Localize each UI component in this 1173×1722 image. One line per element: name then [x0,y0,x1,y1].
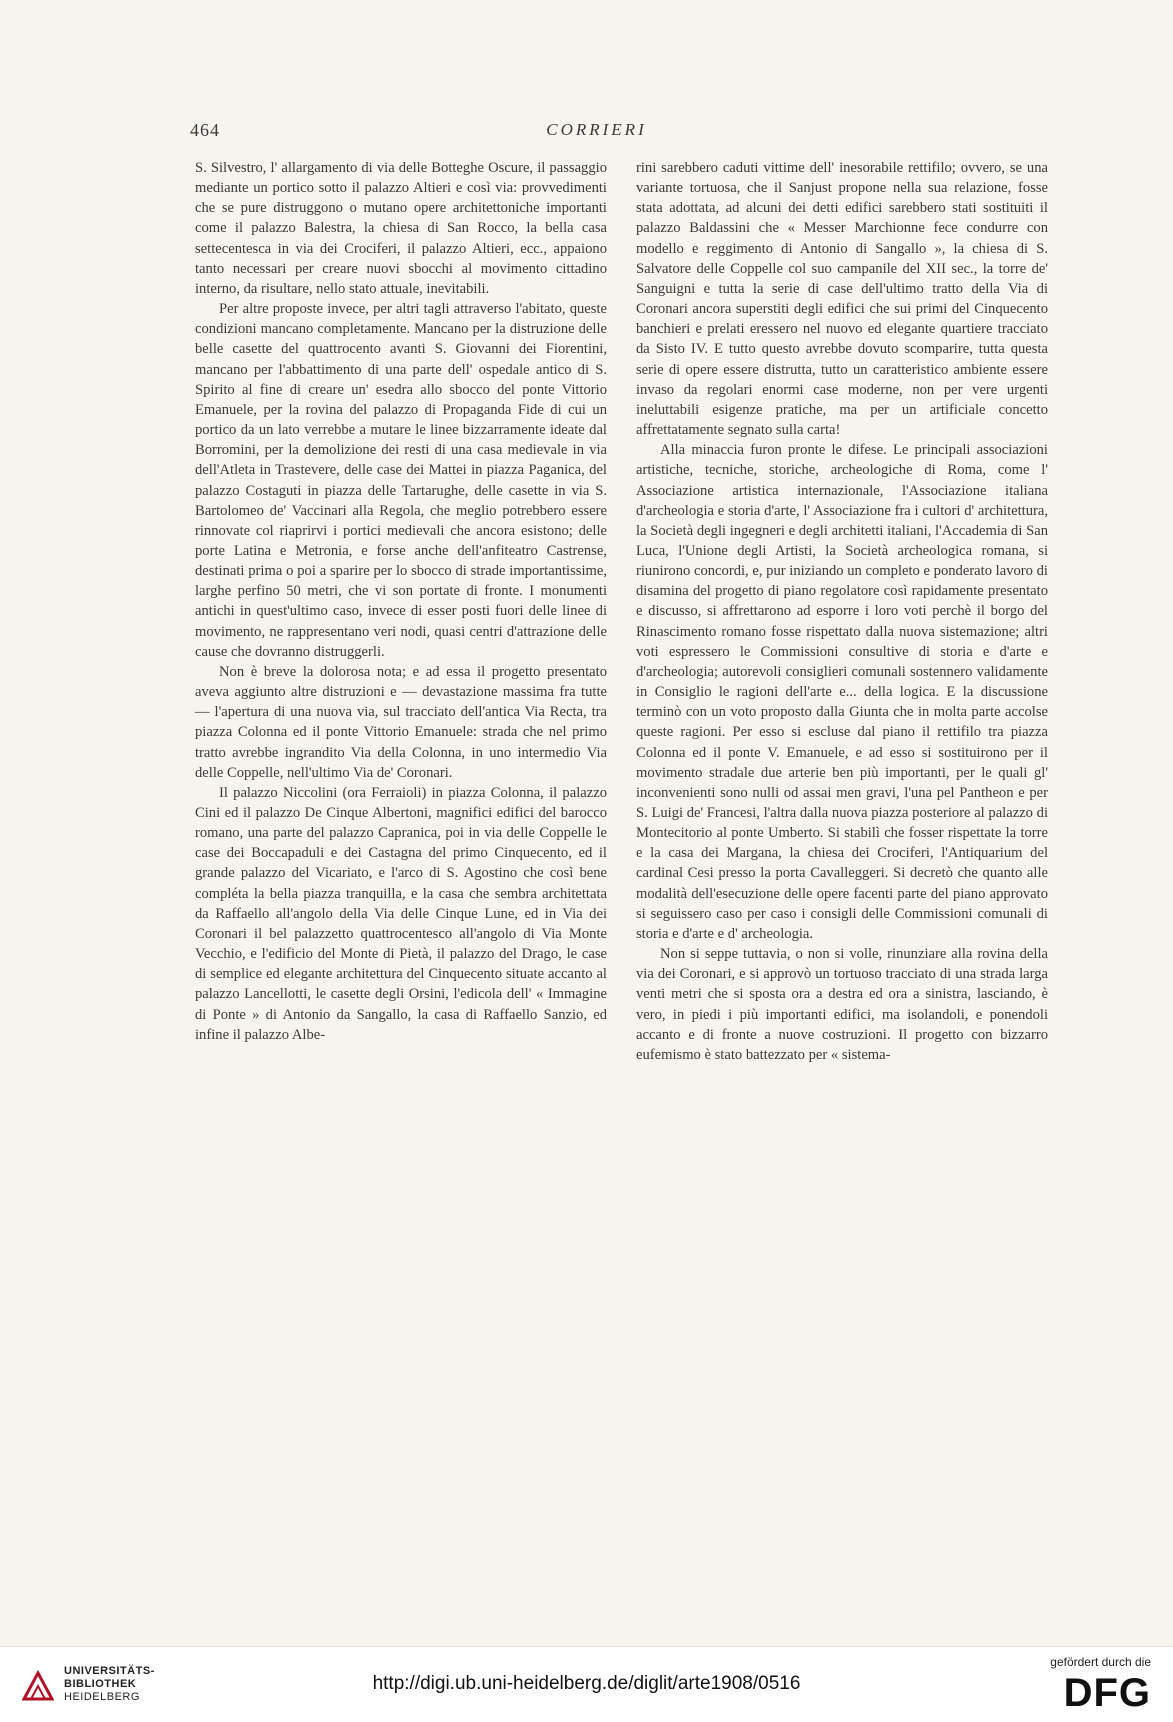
library-name-line: HEIDELBERG [64,1691,140,1703]
paragraph: Alla minaccia furon pronte le difese. Le principali associazioni artistiche, tecniche, storiche, archeologiche di Roma, come l' Associazione artistica internazionale, l'Associazione italiana d'archeologia e storia d'arte, l' Associazione fra i cultori d' architettura, la Società degli ingegneri e degli architetti italiani, l'Accademia di San Luca, l'Unione degli Artisti, la Società archeologica romana, si riunirono concordi, e, pur iniziando un completo e ponderato lavoro di disamina del progetto di piano regolatore così rapidamente presentato e discusso, si affrettarono ad esporre i loro voti perchè il borgo del Rinascimento romano fosse rispettato dalla nuova sistemazione; altri voti espressero le Commissioni consultive di storia e d'arte e d'archeologia; autorevoli consiglieri comunali sostennero validamente in Consiglio le ragioni dell'arte e... della logica. E la discussione terminò con un voto proposto dalla Giunta che in molta parte accolse queste ragioni. Per esso si escluse dal piano il rettifilo tra piazza Colonna ed il ponte V. Emanuele, e ad esso si sostituirono per il movimento stradale due arterie ben più importanti, per le quali gl' inconvenienti sono nulli od assai men gravi, l'una pel Pantheon e per S. Luigi de' Francesi, l'altra dalla nuova piazza posteriore al palazzo di Montecitorio al ponte Umberto. Si stabilì che fosser rispettate la torre e la casa dei Margana, la chiesa dei Crociferi, l'Antiquarium del cardinal Cesi presso la porta Cavalleggeri. Si decretò che quanto alle modalità dell'esecuzione delle opere facenti parte del piano approvato si seguissero caso per caso i consigli delle Commissioni comunali di storia e d'arte e d' archeologia. [636,442,1048,942]
paragraph: Il palazzo Niccolini (ora Ferraioli) in piazza Colonna, il palazzo Cini ed il palazzo De Cinque Albertoni, magnifici edifici del barocco romano, una parte del palazzo Capranica, poi in via delle Coppelle le case dei Boccapaduli e dei Castagna del primo Cinquecento, ed il grande palazzo del Vicariato, e l'arco di S. Agostino che così bene compléta la bella piazza tranquilla, e la casa che sembra architettata da Raffaello all'angolo della Via delle Cinque Lune, ed in Via dei Coronari il bel palazzetto quattrocentesco all'angolo di Via Monte Vecchio, e l'edificio del Monte di Pietà, il palazzo del Drago, le case di semplice ed elegante architettura del Cinquecento situate accanto al palazzo Lancellotti, le casette degli Orsini, l'edicola dell' « Immagine di Ponte » di Antonio da Sangallo, la casa di Raffaello Sanzio, ed infine il palazzo Albe- [195,784,607,1043]
viewer-footer [0,1646,1173,1722]
sponsor-label: gefördert durch die [1050,1655,1151,1669]
permalink-url[interactable]: http://digi.ub.uni-heidelberg.de/diglit/arte1908/0516 [372,1673,801,1694]
paragraph: Per altre proposte invece, per altri tagli attraverso l'abitato, queste condizioni mancano completamente. Mancano per la distruzione delle belle casette del quattrocento avanti S. Giovanni dei Fiorentini, mancano per l'abbattimento di una parte dell' ospedale antico di S. Spirito al fine di creare un' esedra allo sbocco del ponte Vittorio Emanuele, per la rovina del palazzo di Propaganda Fide di cui un portico da un lato verrebbe a mutare le linee bizzarramente ideate dal Borromini, per la demolizione dei resti di una casa medievale in via dell'Atleta in Trastevere, delle case dei Mattei in piazza Paganica, del palazzo Costaguti in piazza delle Tartarughe, delle casette in via S. Bartolomeo de' Vaccinari alla Regola, che meglio potrebbero essere rinnovate col riaprirvi i portici medievali che ancora esistono; delle porte Latina e Metronia, e forse anche dell'anfiteatro Castrense, destinati prima o poi a sparire per lo sbocco di strade importantissime, larghe perfino 50 metri, che vi son portate di fronte. I monumenti antichi in quest'ultimo caso, invece di esser posti fuori delle linee di movimento, ne rappresentano veri nodi, quasi centri d'attrazione delle cause che dovranno distruggerli. [195,301,607,660]
page-header [180,120,1013,144]
sponsor-block [1011,1655,1151,1713]
dfg-logo: DFG [1063,1671,1151,1715]
paragraph: rini sarebbero caduti vittime dell' inesorabile rettifilo; ovvero, se una variante tortuosa, che il Sanjust propone nella sua relazione, fosse stata adottata, ad alcuni dei detti edifici sarebbero stati sostituiti il palazzo Baldassini che « Messer Marchionne fece condurre con modello e reggimento di Antonio di Sangallo », la chiesa di S. Salvatore delle Coppelle col suo campanile del XII sec., la torre de' Sanguigni e tutta la serie di case dell'ultimo tratto della Via di Coronari ancora superstiti degli edifici che sui primi del Cinquecento banchieri e prelati eressero nel nuovo ed elegante quartiere tracciato da Sisto IV. E tutto questo avrebbe dovuto scomparire, tutta questa serie di opere essere distrutta, tutto un caratteristico ambiente essere invaso da regolari enormi case moderne, non per vere urgenti ineluttabili esigenze pratiche, ma per un artificiale concetto affrettatamente segnato sulla carta! [636,160,1048,439]
paragraph: Non si seppe tuttavia, o non si volle, rinunziare alla rovina della via dei Coronari, e si approvò un tortuoso tracciato di una strada larga venti metri che si sposta ora a destra ed ora a sinistra, lasciando, è vero, in piedi i più importanti edifici, ma isolandoli, e ponendoli accanto e di fronte a nuove costruzioni. Il progetto con bizzarro eufemismo è stato battezzato per « sistema- [636,946,1048,1063]
running-title: CORRIERI [546,120,647,139]
page-number: 464 [190,120,220,140]
library-name-line: BIBLIOTHEK [64,1678,137,1690]
right-column [636,158,1048,1065]
library-name-line: UNIVERSITÄTS- [64,1665,155,1677]
left-column [195,158,607,1045]
paragraph: Non è breve la dolorosa nota; e ad essa il progetto presentato aveva aggiunto altre distruzioni e — devastazione massima fra tutte — l'apertura di una nuova via, sul tracciato dell'antica Via Recta, tra piazza Colonna ed il ponte Vittorio Emanuele: strada che nel primo tratto avrebbe ingrandito Via della Colonna, in uno intermedio Via delle Coppelle, nell'ultimo Via de' Coronari. [195,663,607,781]
paragraph: S. Silvestro, l' allargamento di via delle Botteghe Oscure, il passaggio mediante un portico sotto il palazzo Altieri e così via: provvedimenti che se pure distruggono o mutano opere architettoniche importanti come il palazzo Balestra, la chiesa di San Rocco, la bella casa settecentesca in via dei Crociferi, il palazzo Altieri, ecc., appaiono tanto necessari per creare nuovi sbocchi al movimento cittadino interno, da risultare, nello stato attuale, inevitabili. [195,160,607,297]
